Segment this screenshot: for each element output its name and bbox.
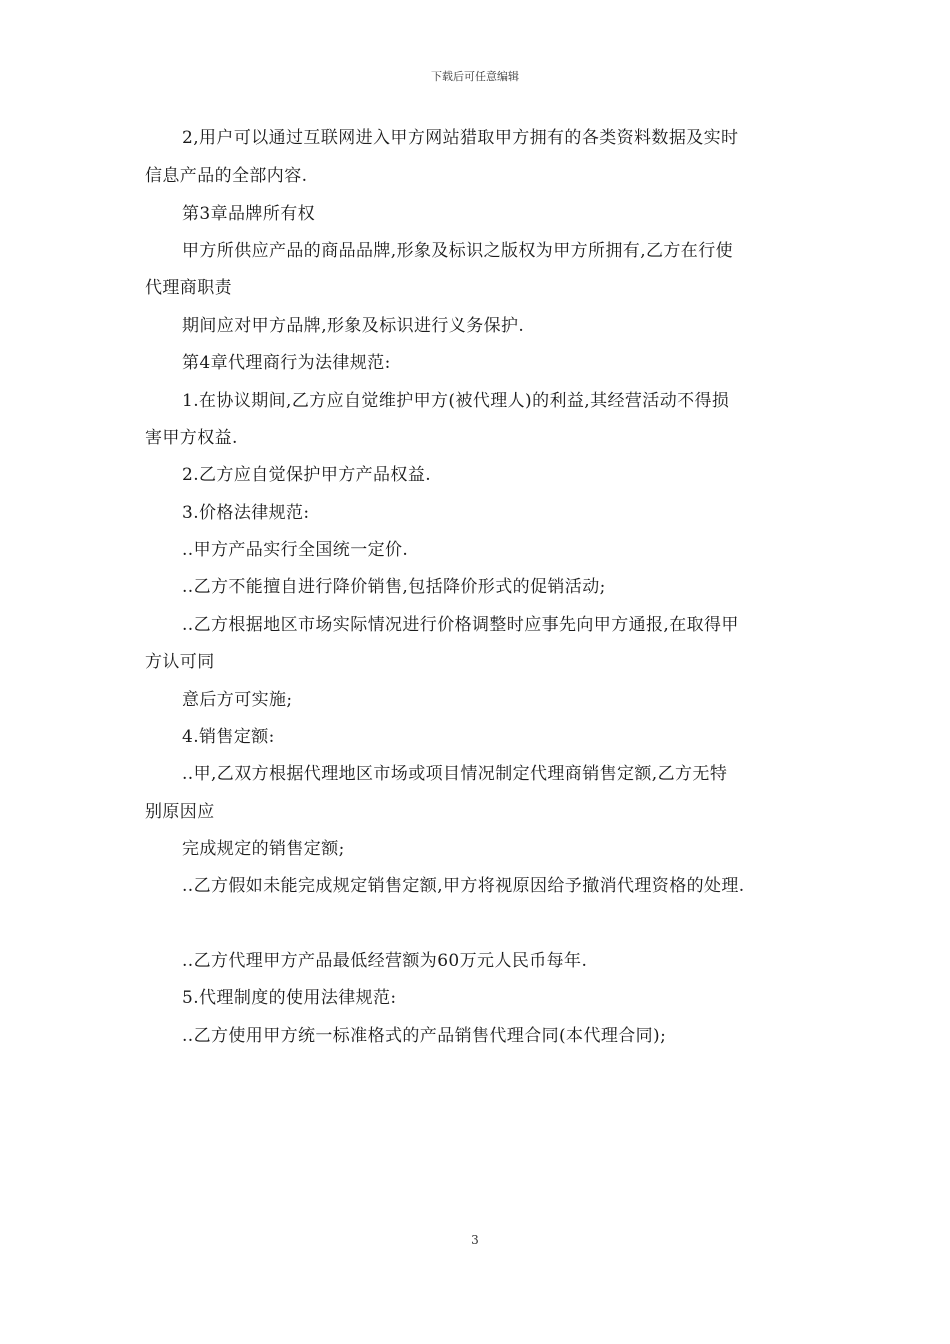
- paragraph-line: 害甲方权益.: [145, 428, 238, 448]
- paragraph-line: 意后方可实施;: [182, 690, 293, 710]
- paragraph-line: 期间应对甲方品牌,形象及标识进行义务保护.: [182, 316, 525, 336]
- paragraph-line: 方认可同: [145, 652, 215, 672]
- section-heading: 第4章代理商行为法律规范:: [182, 353, 391, 373]
- paragraph-line: ..乙方根据地区市场实际情况进行价格调整时应事先向甲方通报,在取得甲: [182, 615, 739, 635]
- paragraph-line: 信息产品的全部内容.: [145, 166, 308, 186]
- paragraph-line: ..乙方不能擅自进行降价销售,包括降价形式的促销活动;: [182, 577, 606, 597]
- paragraph-line: 4.销售定额:: [182, 727, 275, 747]
- paragraph-line: 别原因应: [145, 802, 215, 822]
- paragraph-line: ..乙方使用甲方统一标准格式的产品销售代理合同(本代理合同);: [182, 1026, 667, 1046]
- page-number: 3: [471, 1233, 479, 1247]
- paragraph-line: ..乙方代理甲方产品最低经营额为60万元人民币每年.: [182, 951, 588, 971]
- paragraph-line: 2.乙方应自觉保护甲方产品权益.: [182, 465, 432, 485]
- paragraph-line: 完成规定的销售定额;: [182, 839, 345, 859]
- paragraph-line: 5.代理制度的使用法律规范:: [182, 988, 397, 1008]
- paragraph-line: ..乙方假如未能完成规定销售定额,甲方将视原因给予撤消代理资格的处理.: [182, 876, 745, 896]
- page-header: 下载后可任意编辑: [431, 70, 519, 83]
- paragraph-line: 3.价格法律规范:: [182, 503, 310, 523]
- paragraph-line: 甲方所供应产品的商品品牌,形象及标识之版权为甲方所拥有,乙方在行使: [182, 241, 734, 261]
- paragraph-line: ..甲方产品实行全国统一定价.: [182, 540, 409, 560]
- section-heading: 第3章品牌所有权: [182, 204, 316, 224]
- paragraph-line: 1.在协议期间,乙方应自觉维护甲方(被代理人)的利益,其经营活动不得损: [182, 391, 730, 411]
- paragraph-line: 2,用户可以通过互联网进入甲方网站猎取甲方拥有的各类资料数据及实时: [182, 128, 739, 148]
- paragraph-line: ..甲,乙双方根据代理地区市场或项目情况制定代理商销售定额,乙方无特: [182, 764, 728, 784]
- paragraph-line: 代理商职责: [145, 278, 232, 298]
